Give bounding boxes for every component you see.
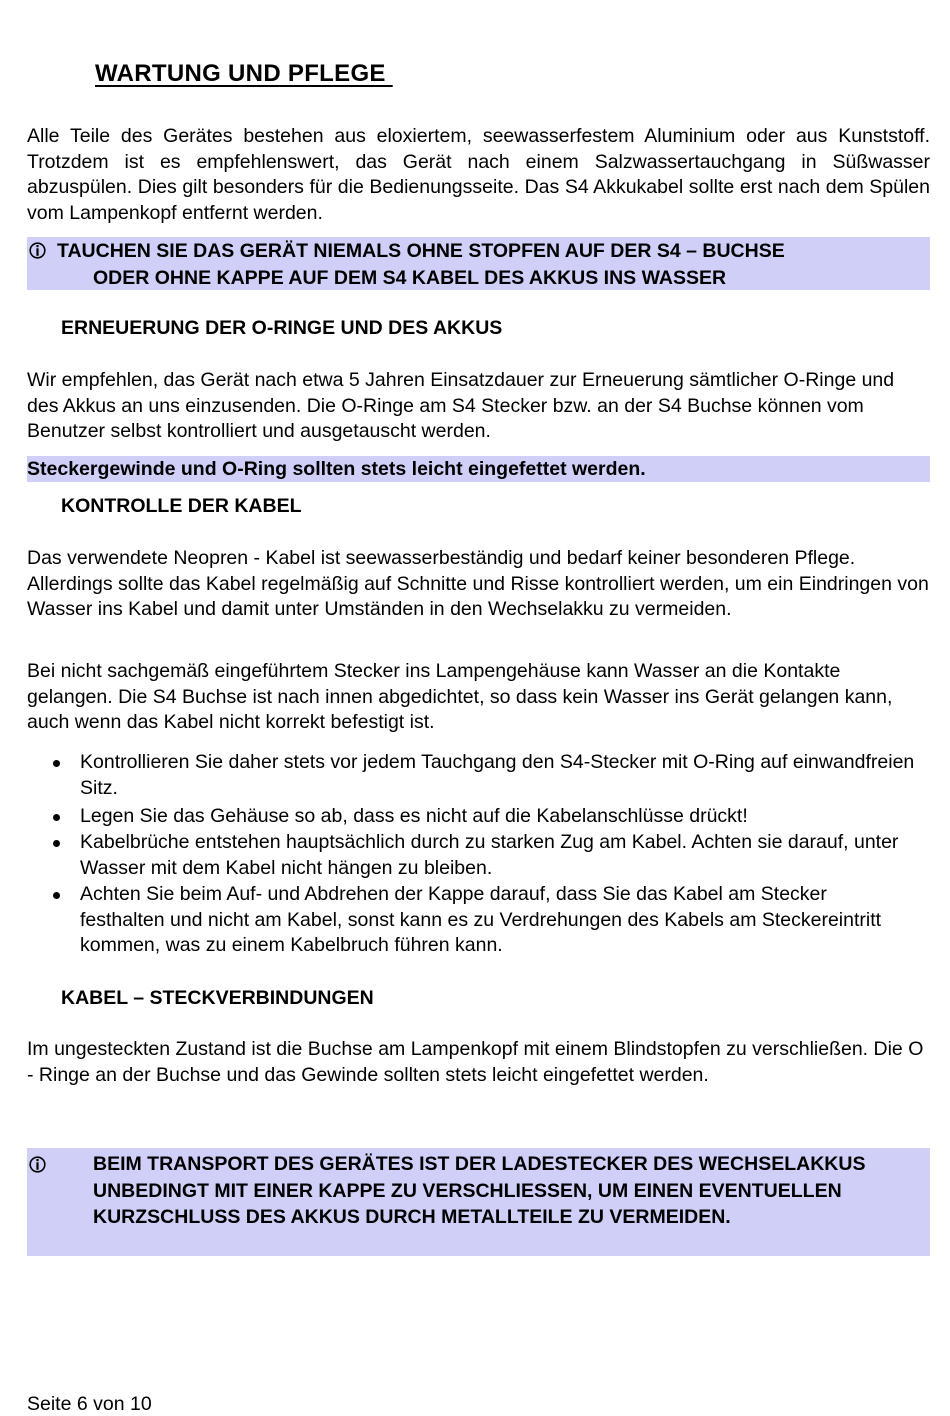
section-heading-o-rings: ERNEUERUNG DER O-RINGE UND DES AKKUS [61,317,503,339]
transport-warning-notice [27,1148,930,1256]
section-heading-connectors: KABEL – STECKVERBINDUNGEN [61,987,374,1009]
cable-paragraph-1: Das verwendete Neopren - Kabel ist seewasserbeständig und bedarf keiner besonderen Pflege. Allerdings sollte das Kabel regelmäßig auf Schnitte und Risse kontrolliert werden, um ein Eindringen von Wasser ins Kabel und damit unter Umständen in den Wechselakku zu vermeiden. [27,547,929,620]
transport-warning-text: BEIM TRANSPORT DES GERÄTES IST DER LADESTECKER DES WECHSELAKKUS UNBEDINGT MIT EINER KAPPE ZU VERSCHLIESSEN, UM EINEN EVENTUELLEN KURZSCHLUSS DES AKKUS DURCH METALLTEILE ZU VERMEIDEN. [93,1153,866,1228]
list-item-text: Legen Sie das Gehäuse so ab, dass es nicht auf die Kabelanschlüsse drückt! [80,805,748,827]
page-title: WARTUNG UND PFLEGE [95,60,393,87]
list-item-text: Kabelbrüche entstehen hauptsächlich durch zu starken Zug am Kabel. Achten sie darauf, unter Wasser mit dem Kabel nicht hängen zu bleiben. [80,831,899,879]
warning-notice-line2: ODER OHNE KAPPE AUF DEM S4 KABEL DES AKKUS INS WASSER [93,266,727,289]
intro-paragraph: Alle Teile des Gerätes bestehen aus eloxiertem, seewasserfestem Aluminium oder aus Kunststoff. Trotzdem ist es empfehlenswert, das Gerät nach einem Salzwassertauchgang in Süßwasser abzuspülen. Dies gilt besonders für die Bedienungsseite. Das S4 Akkukabel sollte erst nach dem Spülen vom Lampenkopf entfernt werden. [27,125,930,224]
page-number-footer: Seite 6 von 10 [27,1393,152,1415]
bullet-dot [53,892,60,899]
warning-notice-s4 [27,237,930,290]
bullet-dot [53,814,60,821]
section-heading-cables: KONTROLLE DER KABEL [61,495,302,517]
info-icon [29,242,46,259]
connectors-paragraph: Im ungesteckten Zustand ist die Buchse am Lampenkopf mit einem Blindstopfen zu verschließen. Die O - Ringe an der Buchse und das Gewinde sollten stets leicht eingefettet werden. [27,1038,924,1086]
bullet-dot [53,840,60,847]
bullet-dot [53,760,60,767]
grease-highlight: Steckergewinde und O-Ring sollten stets leicht eingefettet werden. [27,456,930,482]
list-item-text: Achten Sie beim Auf- und Abdrehen der Kappe darauf, dass Sie das Kabel am Stecker festhalten und nicht am Kabel, sonst kann es zu Verdrehungen des Kabels am Steckereintritt kommen, was zu einem Kabelbruch führen kann. [80,883,882,956]
info-icon [29,1156,46,1173]
cable-paragraph-2: Bei nicht sachgemäß eingeführtem Stecker ins Lampengehäuse kann Wasser an die Kontakte gelangen. Die S4 Buchse ist nach innen abgedichtet, so dass kein Wasser ins Gerät gelangen kann, auch wenn das Kabel nicht korrekt befestigt ist. [27,660,893,733]
warning-notice-line1: TAUCHEN SIE DAS GERÄT NIEMALS OHNE STOPFEN AUF DER S4 – BUCHSE [57,240,785,262]
o-rings-paragraph: Wir empfehlen, das Gerät nach etwa 5 Jahren Einsatzdauer zur Erneuerung sämtlicher O-Ringe und des Akkus an uns einzusenden. Die O-Ringe am S4 Stecker bzw. an der S4 Buchse können vom Benutzer selbst kontrolliert und ausgetauscht werden. [27,369,895,442]
warning-notice-text [57,238,927,291]
list-item-text: Kontrollieren Sie daher stets vor jedem Tauchgang den S4-Stecker mit O-Ring auf einwandfreien Sitz. [80,751,915,799]
